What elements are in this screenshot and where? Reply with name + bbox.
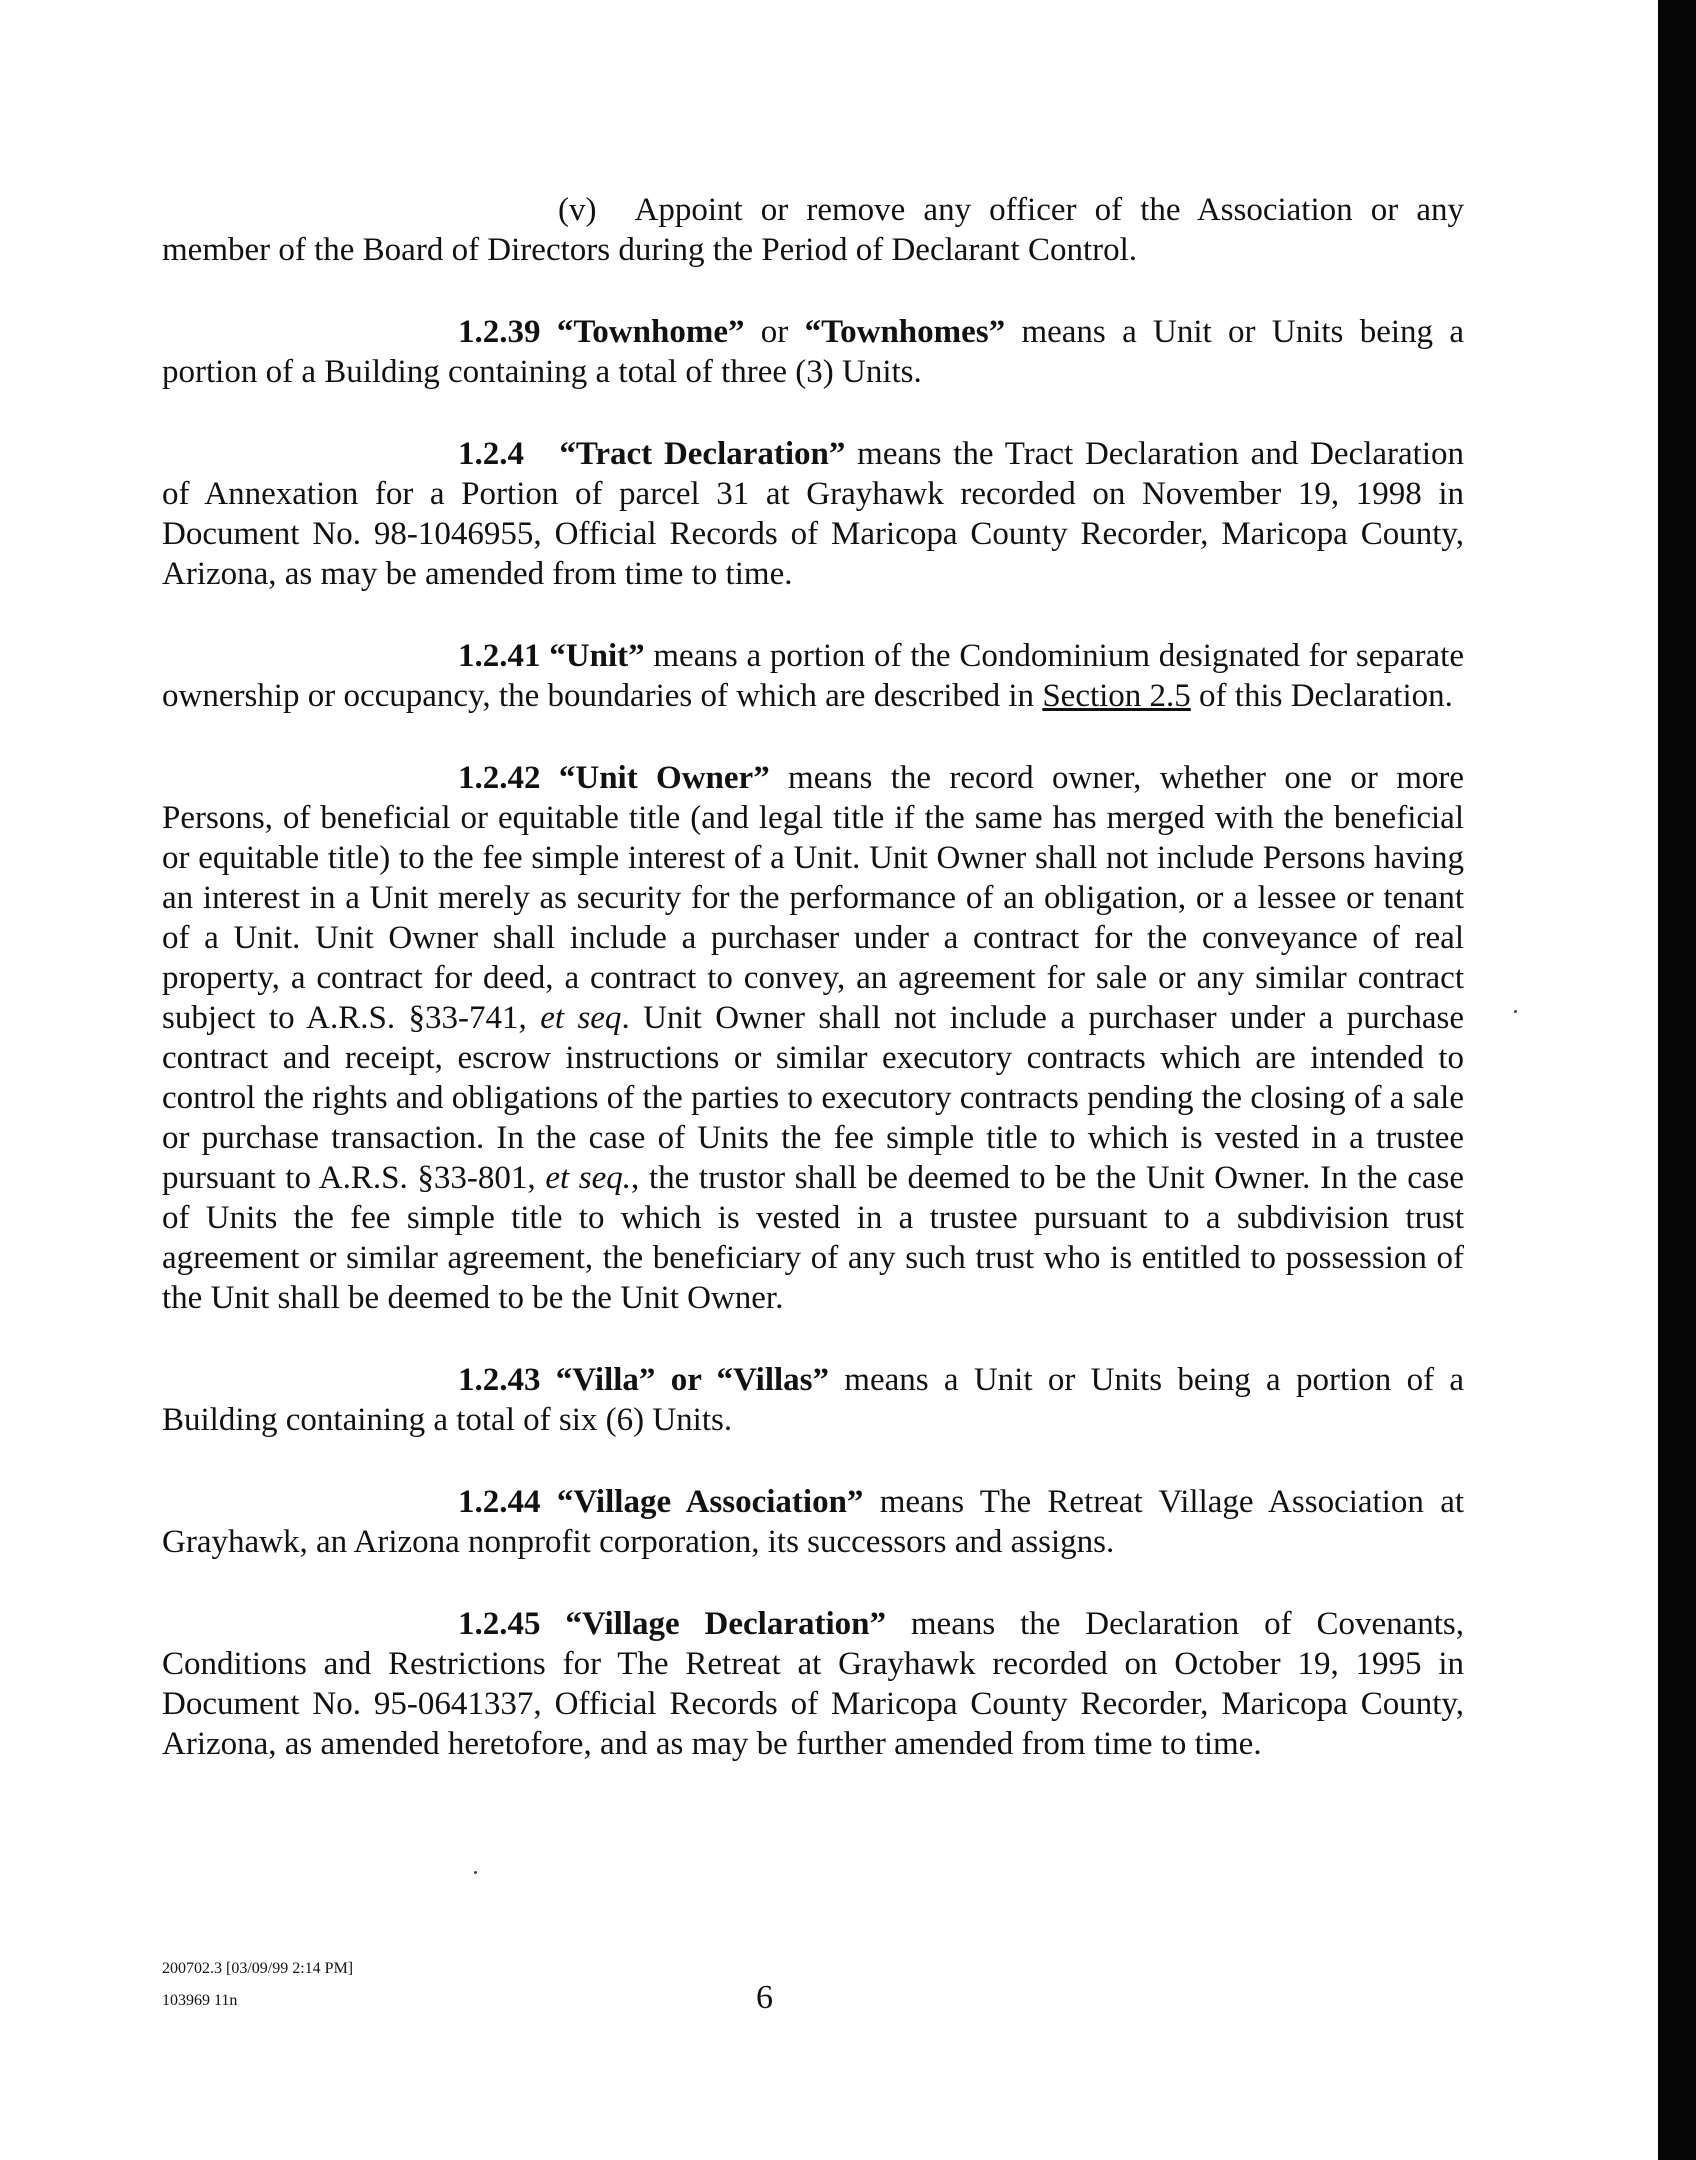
- section-number: 1.2.45: [458, 1606, 541, 1642]
- subclause-v: [162, 190, 1464, 270]
- subclause-marker: (v): [558, 192, 597, 228]
- scan-speck: [1514, 1010, 1517, 1013]
- section-reference: Section 2.5: [1042, 678, 1191, 714]
- definition-village-association: [162, 1482, 1464, 1562]
- defined-term: “Tract Declaration”: [559, 436, 846, 472]
- connector-text: or: [744, 314, 805, 350]
- definition-text: means a Unit or Units being a portion of a Building containing a total of three (3) Units.: [162, 314, 1464, 390]
- definition-unit: [162, 636, 1464, 716]
- definition-villa: [162, 1360, 1464, 1440]
- section-number: 1.2.43: [458, 1362, 541, 1398]
- defined-term: “Villa” or “Villas”: [555, 1362, 830, 1398]
- subclause-text: Appoint or remove any officer of the Association or any member of the Board of Directors during the Period of Declarant Control.: [162, 192, 1464, 268]
- definition-text: , the trustor shall be deemed to be the Unit Owner. In the case of Units the fee simple title to which is vested in a trustee pursuant to a subdivision trust agreement or similar agreement, the beneficiary of any such trust who is entitled to possession of the Unit shall be deemed to be the Unit Owner.: [162, 1160, 1464, 1316]
- document-body: [162, 190, 1464, 1806]
- definition-text: means a Unit or Units being a portion of a Building containing a total of six (6) Units.: [162, 1362, 1465, 1438]
- page-number: 6: [756, 1979, 773, 2016]
- definition-text: means the record owner, whether one or more Persons, of beneficial or equitable title (and legal title if the same has merged with the beneficial or equitable title) to the fee simple interest of a Unit. Unit Owner shall not include Persons having an interest in a Unit merely as security for the performance of an obligation, or a lessee or tenant of a Unit. Unit Owner shall include a purchaser under a contract for the conveyance of real property, a contract for deed, a contract to convey, an agreement for sale or any similar contract subject to A.R.S. §33-741,: [162, 760, 1465, 1036]
- definition-text: means a portion of the Condominium designated for separate ownership or occupancy, the boundaries of which are described in: [162, 638, 1464, 714]
- defined-term: “Village Association”: [556, 1484, 864, 1520]
- scan-border: [1658, 0, 1696, 2160]
- section-number: 1.2.44: [458, 1484, 541, 1520]
- section-number: 1.2.41: [458, 638, 541, 674]
- definition-text: means the Tract Declaration and Declaration of Annexation for a Portion of parcel 31 at Grayhawk recorded on November 19, 1998 in Document No. 98-1046955, Official Records of Maricopa County Recorder, Maricopa County, Arizona, as may be amended from time to time.: [162, 436, 1465, 592]
- defined-term: “Unit Owner”: [558, 760, 770, 796]
- section-number: 1.2.4: [458, 436, 524, 472]
- footer-doc-id: 200702.3 [03/09/99 2:14 PM]: [162, 1960, 354, 1977]
- definition-unit-owner: [162, 758, 1464, 1318]
- defined-term: “Unit”: [549, 638, 645, 674]
- defined-term: “Townhomes”: [804, 314, 1006, 350]
- definition-text: of this Declaration.: [1190, 678, 1453, 714]
- citation-et-seq: et seq: [540, 1000, 622, 1036]
- definition-townhome: [162, 312, 1464, 392]
- section-number: 1.2.42: [458, 760, 541, 796]
- footer-client-id: 103969 11n: [162, 1992, 238, 2009]
- citation-et-seq: et seq.: [545, 1160, 632, 1196]
- section-number: 1.2.39: [458, 314, 541, 350]
- defined-term: “Village Declaration”: [565, 1606, 886, 1642]
- definition-text: . Unit Owner shall not include a purchaser under a purchase contract and receipt, escrow instructions or similar executory contracts which are intended to control the rights and obligations of the parties to executory contracts pending the closing of a sale or purchase transaction. In the case of Units the fee simple title to which is vested in a trustee pursuant to A.R.S. §33-801,: [162, 1000, 1464, 1196]
- definition-text: means The Retreat Village Association at Grayhawk, an Arizona nonprofit corporation, its successors and assigns.: [162, 1484, 1465, 1560]
- definition-tract-declaration: [162, 434, 1464, 594]
- defined-term: “Townhome”: [556, 314, 745, 350]
- definition-village-declaration: [162, 1604, 1464, 1764]
- definition-text: means the Declaration of Covenants, Conditions and Restrictions for The Retreat at Grayhawk recorded on October 19, 1995 in Document No. 95-0641337, Official Records of Maricopa County Recorder, Maricopa County, Arizona, as amended heretofore, and as may be further amended from time to time.: [162, 1606, 1465, 1762]
- scan-speck: [474, 1871, 477, 1874]
